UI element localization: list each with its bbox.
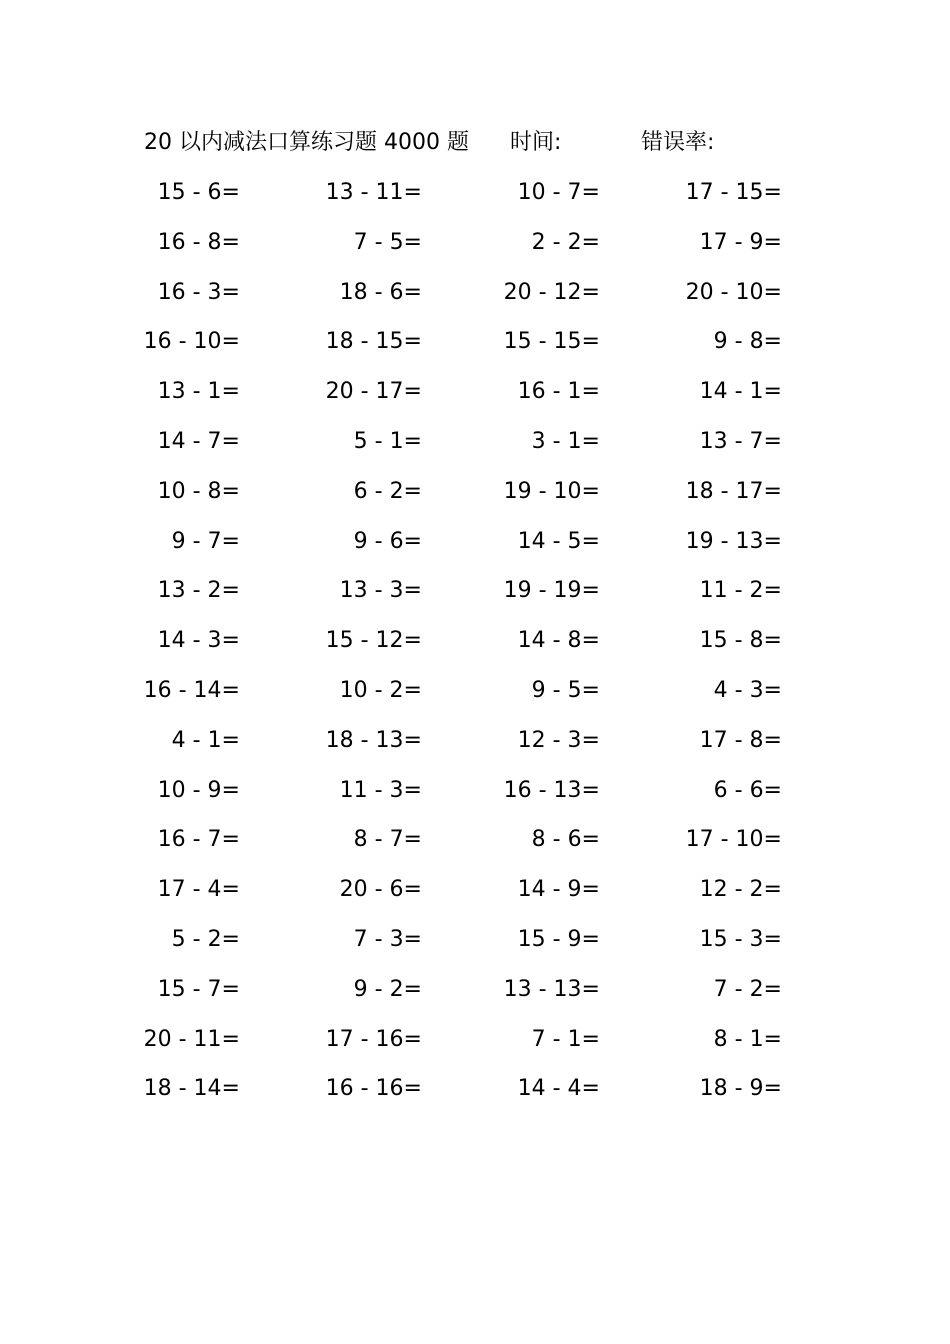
problem-item: 8 - 1= [713, 1026, 782, 1052]
problem-item: 8 - 7= [353, 827, 422, 853]
problem-item: 15 - 6= [157, 180, 240, 205]
problem-row [0, 621, 950, 661]
problem-row [0, 223, 950, 263]
problem-item: 17 - 10= [685, 827, 782, 853]
problem-item: 4 - 1= [171, 727, 240, 753]
problem-item: 18 - 15= [325, 329, 422, 355]
problem-item: 10 - 8= [157, 478, 240, 504]
problem-item: 14 - 5= [517, 528, 600, 554]
problem-item: 9 - 2= [353, 976, 422, 1002]
problem-row [0, 671, 950, 711]
problem-item: 13 - 2= [157, 578, 240, 604]
problem-row [0, 920, 950, 960]
problem-item: 4 - 3= [713, 678, 782, 703]
problem-item: 10 - 9= [157, 777, 240, 803]
worksheet-title: 20 以内减法口算练习题 4000 题 [144, 130, 469, 155]
problem-item: 17 - 8= [699, 727, 782, 753]
problem-item: 18 - 14= [143, 1076, 240, 1102]
problem-item: 7 - 2= [713, 976, 782, 1002]
problem-row [0, 771, 950, 811]
problem-item: 16 - 1= [517, 379, 600, 405]
problem-item: 18 - 6= [339, 279, 422, 305]
problem-item: 9 - 8= [713, 329, 782, 355]
problem-item: 19 - 10= [503, 478, 600, 504]
problem-item: 20 - 12= [503, 279, 600, 305]
problem-row [0, 571, 950, 611]
error-rate-label: 错误率: [641, 130, 715, 155]
problem-item: 20 - 10= [685, 279, 782, 305]
problem-row [0, 522, 950, 562]
problem-item: 7 - 3= [353, 927, 422, 952]
problem-item: 15 - 8= [699, 628, 782, 654]
problem-item: 11 - 3= [339, 777, 422, 803]
problem-item: 19 - 13= [685, 528, 782, 554]
problem-item: 7 - 5= [353, 229, 422, 255]
problem-item: 20 - 6= [339, 877, 422, 903]
problem-row [0, 173, 950, 213]
problem-item: 17 - 16= [325, 1026, 422, 1052]
problem-item: 17 - 4= [157, 877, 240, 903]
problem-row [0, 372, 950, 412]
problem-item: 15 - 7= [157, 976, 240, 1002]
problem-item: 18 - 13= [325, 727, 422, 753]
problem-item: 16 - 8= [157, 229, 240, 255]
problem-item: 18 - 9= [699, 1076, 782, 1102]
problem-row [0, 870, 950, 910]
problem-item: 14 - 8= [517, 628, 600, 654]
problem-row [0, 820, 950, 860]
problem-item: 2 - 2= [531, 229, 600, 255]
problem-item: 13 - 13= [503, 976, 600, 1002]
problem-item: 9 - 6= [353, 528, 422, 554]
problem-item: 9 - 7= [171, 528, 240, 554]
problem-item: 6 - 6= [713, 777, 782, 803]
problem-item: 10 - 2= [339, 678, 422, 703]
problem-item: 14 - 4= [517, 1076, 600, 1102]
problem-row [0, 472, 950, 512]
problem-item: 20 - 11= [143, 1026, 240, 1052]
problem-item: 16 - 10= [143, 329, 240, 355]
problem-item: 19 - 19= [503, 578, 600, 604]
problem-item: 14 - 3= [157, 628, 240, 654]
problem-item: 13 - 3= [339, 578, 422, 604]
problem-item: 16 - 7= [157, 827, 240, 853]
problem-item: 16 - 3= [157, 279, 240, 305]
problem-item: 7 - 1= [531, 1026, 600, 1052]
problem-row [0, 970, 950, 1010]
problem-item: 14 - 1= [699, 379, 782, 405]
problem-item: 15 - 3= [699, 927, 782, 952]
problem-item: 16 - 13= [503, 777, 600, 803]
problem-row [0, 422, 950, 462]
problem-item: 20 - 17= [325, 379, 422, 405]
problem-item: 8 - 6= [531, 827, 600, 853]
problem-item: 15 - 12= [325, 628, 422, 654]
problem-row [0, 721, 950, 761]
problem-row [0, 322, 950, 362]
problem-item: 5 - 1= [353, 429, 422, 454]
problem-item: 13 - 7= [699, 429, 782, 454]
problem-item: 11 - 2= [699, 578, 782, 604]
problem-item: 17 - 9= [699, 229, 782, 255]
problem-item: 16 - 16= [325, 1076, 422, 1102]
problem-item: 13 - 1= [157, 379, 240, 405]
problem-row [0, 1020, 950, 1060]
problem-item: 14 - 7= [157, 429, 240, 454]
problem-item: 15 - 15= [503, 329, 600, 355]
problem-item: 5 - 2= [171, 927, 240, 952]
problem-item: 12 - 3= [517, 727, 600, 753]
problem-item: 9 - 5= [531, 678, 600, 703]
problem-row [0, 273, 950, 313]
problem-row [0, 1069, 950, 1109]
problem-item: 18 - 17= [685, 478, 782, 504]
problem-item: 12 - 2= [699, 877, 782, 903]
problem-item: 10 - 7= [517, 180, 600, 205]
problem-item: 3 - 1= [531, 429, 600, 454]
problem-item: 6 - 2= [353, 478, 422, 504]
problem-item: 16 - 14= [143, 678, 240, 703]
time-label: 时间: [510, 130, 562, 155]
problem-item: 14 - 9= [517, 877, 600, 903]
problem-item: 13 - 11= [325, 180, 422, 205]
problem-item: 17 - 15= [685, 180, 782, 205]
problem-item: 15 - 9= [517, 927, 600, 952]
